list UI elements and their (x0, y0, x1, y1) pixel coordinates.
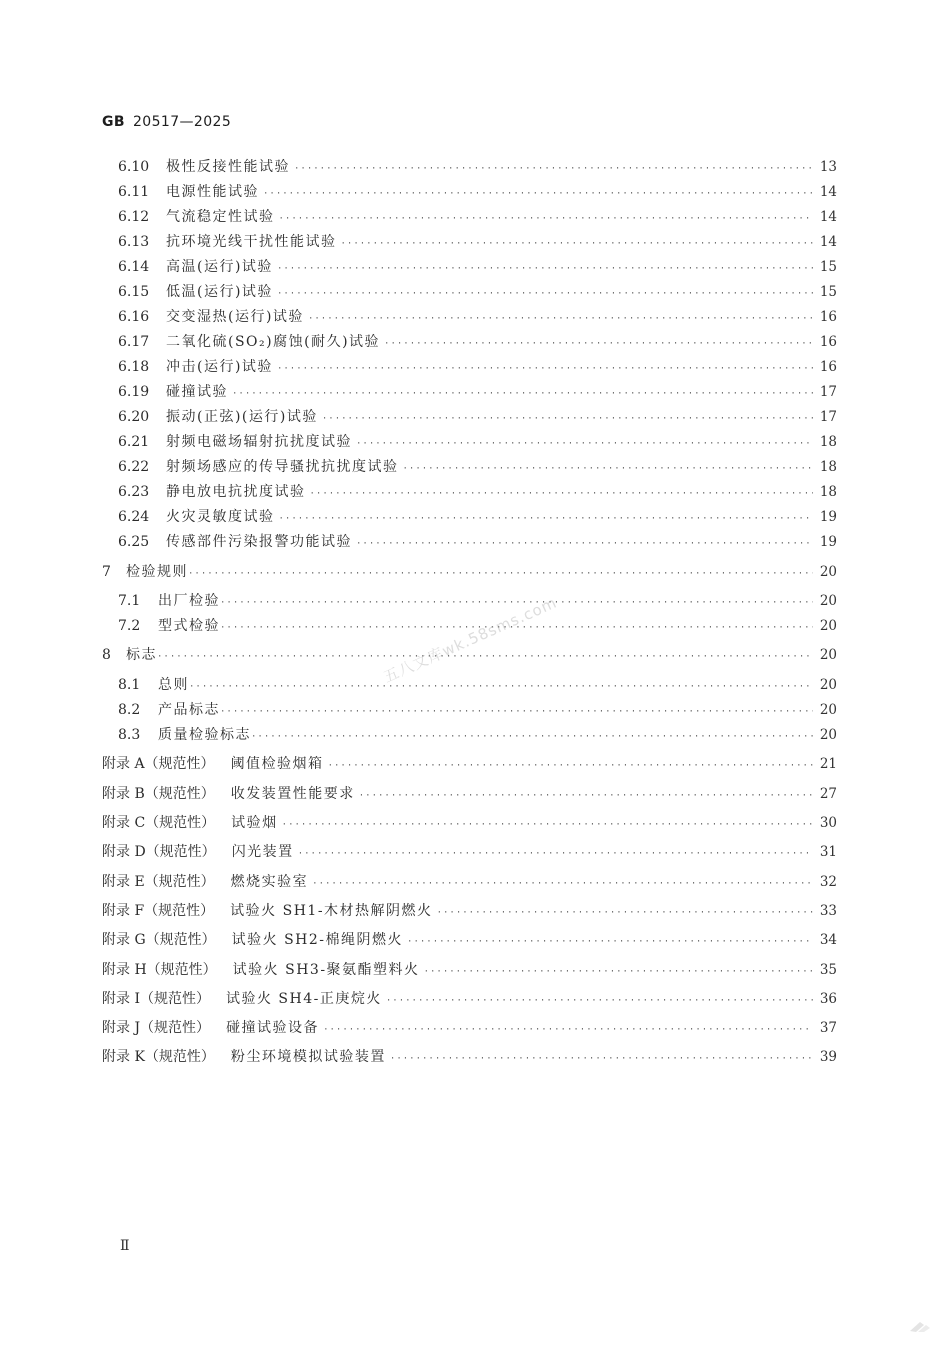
toc-leader (282, 815, 813, 835)
toc-number: 附录 I（规范性） (102, 991, 210, 1007)
toc-number: 6.11 (118, 184, 150, 200)
toc-leader (263, 184, 813, 204)
toc-title: 射频场感应的传导骚扰抗扰度试验 (166, 459, 399, 475)
toc-page: 17 (819, 409, 837, 425)
toc-number: 6.22 (118, 459, 150, 475)
toc-entry-6-14[interactable] (118, 257, 837, 277)
toc-title: 试验火 SH4-正庚烷火 (225, 991, 382, 1007)
toc-page: 18 (819, 434, 837, 450)
toc-entry-appendix-a[interactable] (102, 754, 837, 774)
toc-page: 16 (819, 309, 837, 325)
corner-logo-icon (908, 1319, 932, 1333)
toc-number: 8.3 (118, 727, 141, 743)
toc-entry-8-2[interactable] (118, 700, 837, 720)
toc-page: 19 (819, 509, 837, 525)
toc-entry-6-22[interactable] (118, 457, 837, 477)
toc-number: 6.21 (118, 434, 150, 450)
toc-entry-appendix-h[interactable] (102, 960, 837, 980)
toc-title: 检验规则 (126, 564, 188, 580)
toc-leader (277, 359, 813, 379)
toc-title: 振动(正弦)(运行)试验 (166, 409, 318, 425)
toc-title: 燃烧实验室 (230, 874, 309, 890)
toc-leader (277, 259, 813, 279)
toc-leader (294, 159, 813, 179)
toc-leader (279, 509, 814, 529)
toc-entry-6-13[interactable] (118, 232, 837, 252)
toc-leader (328, 756, 813, 776)
toc-title: 产品标志 (158, 702, 220, 718)
toc-entry-6-18[interactable] (118, 357, 837, 377)
toc-title: 收发装置性能要求 (230, 786, 355, 802)
toc-leader (220, 702, 813, 722)
toc-title: 碰撞试验设备 (226, 1020, 320, 1036)
toc-title: 冲击(运行)试验 (166, 359, 273, 375)
toc-entry-appendix-g[interactable] (102, 930, 837, 950)
toc-page: 15 (819, 284, 837, 300)
toc-page: 20 (819, 564, 837, 580)
toc-number: 6.19 (118, 384, 150, 400)
toc-number: 8.2 (118, 702, 141, 718)
toc-number: 6.14 (118, 259, 150, 275)
toc-entry-6-16[interactable] (118, 307, 837, 327)
toc-title: 标志 (126, 647, 157, 663)
toc-number: 7.1 (118, 593, 141, 609)
toc-number: 6.18 (118, 359, 150, 375)
toc-number: 附录 K（规范性） (102, 1049, 215, 1065)
toc-page: 35 (819, 962, 837, 978)
toc-leader (298, 844, 813, 864)
toc-leader (308, 309, 813, 329)
toc-number: 附录 C（规范性） (102, 815, 216, 831)
toc-page: 37 (819, 1020, 837, 1036)
toc-title: 试验火 SH1-木材热解阴燃火 (230, 903, 433, 919)
toc-title: 静电放电抗扰度试验 (166, 484, 306, 500)
toc-entry-appendix-f[interactable] (102, 901, 837, 921)
toc-page: 39 (819, 1049, 837, 1065)
toc-number: 附录 F（规范性） (102, 903, 215, 919)
toc-page: 20 (819, 702, 837, 718)
toc-page: 33 (819, 903, 837, 919)
toc-page: 20 (819, 593, 837, 609)
toc-number: 7.2 (118, 618, 141, 634)
toc-title: 碰撞试验 (166, 384, 228, 400)
toc-page: 34 (819, 932, 837, 948)
toc-title: 低温(运行)试验 (166, 284, 273, 300)
toc-title: 抗环境光线干扰性能试验 (166, 234, 337, 250)
standard-header (102, 114, 231, 130)
toc-leader (437, 903, 813, 923)
toc-entry-appendix-d[interactable] (102, 842, 837, 862)
toc-entry-6-17[interactable] (118, 332, 837, 352)
toc-page: 20 (819, 727, 837, 743)
toc-entry-8-1[interactable] (118, 675, 837, 695)
toc-entry-7[interactable] (102, 562, 837, 582)
standard-prefix: GB (102, 114, 125, 130)
toc-title: 阈值检验烟箱 (230, 756, 324, 772)
toc-number: 6.12 (118, 209, 150, 225)
toc-title: 极性反接性能试验 (166, 159, 290, 175)
toc-page: 14 (819, 234, 837, 250)
toc-entry-7-1[interactable] (118, 591, 837, 611)
toc-title: 气流稳定性试验 (166, 209, 275, 225)
toc-entry-appendix-j[interactable] (102, 1018, 837, 1038)
toc-page: 13 (819, 159, 837, 175)
toc-entry-appendix-c[interactable] (102, 813, 837, 833)
toc-title: 总则 (158, 677, 189, 693)
standard-code: 20517—2025 (132, 114, 232, 130)
toc-leader (277, 284, 813, 304)
toc-page: 17 (819, 384, 837, 400)
toc-number: 6.15 (118, 284, 150, 300)
toc-number: 附录 H（规范性） (102, 962, 217, 978)
toc-page: 31 (819, 844, 837, 860)
toc-page: 21 (819, 756, 837, 772)
toc-page: 16 (819, 334, 837, 350)
toc-number: 7 (102, 564, 111, 580)
toc-page: 15 (819, 259, 837, 275)
toc-leader (407, 932, 813, 952)
toc-title: 闪光装置 (231, 844, 294, 860)
toc-leader (386, 991, 813, 1011)
toc-number: 6.24 (118, 509, 150, 525)
toc-title: 交变湿热(运行)试验 (166, 309, 304, 325)
toc-title: 试验火 SH2-棉绳阴燃火 (231, 932, 404, 948)
toc-leader (384, 334, 813, 354)
toc-leader (188, 564, 813, 584)
toc-entry-appendix-i[interactable] (102, 989, 837, 1009)
toc-entry-appendix-b[interactable] (102, 784, 837, 804)
toc-page: 20 (819, 677, 837, 693)
toc-entry-6-23[interactable] (118, 482, 837, 502)
toc-title: 型式检验 (158, 618, 220, 634)
toc-leader (424, 962, 813, 982)
toc-leader (232, 384, 813, 404)
toc-page: 30 (819, 815, 837, 831)
toc-entry-6-20[interactable] (118, 407, 837, 427)
page-number-footer: Ⅱ (120, 1238, 130, 1254)
toc-entry-6-15[interactable] (118, 282, 837, 302)
toc-number: 6.17 (118, 334, 150, 350)
watermark: 五八文库wk.58sms.com (380, 593, 560, 687)
toc-page: 20 (819, 647, 837, 663)
toc-leader (189, 677, 813, 697)
toc-page: 36 (819, 991, 837, 1007)
toc-number: 附录 E（规范性） (102, 874, 215, 890)
toc-leader (157, 647, 813, 667)
toc-title: 射频电磁场辐射抗扰度试验 (166, 434, 352, 450)
toc-page: 20 (819, 618, 837, 634)
toc-entry-6-24[interactable] (118, 507, 837, 527)
toc-number: 6.10 (118, 159, 150, 175)
toc-number: 8 (102, 647, 111, 663)
toc-entry-appendix-k[interactable] (102, 1047, 837, 1067)
toc-leader (403, 459, 814, 479)
toc-page: 18 (819, 459, 837, 475)
toc-leader (251, 727, 813, 747)
toc-number: 6.23 (118, 484, 150, 500)
toc-number: 6.13 (118, 234, 150, 250)
toc-page: 27 (819, 786, 837, 802)
toc-title: 试验烟 (231, 815, 278, 831)
toc-entry-6-10[interactable] (118, 157, 837, 177)
toc-title: 传感部件污染报警功能试验 (166, 534, 352, 550)
toc-title: 火灾灵敏度试验 (166, 509, 275, 525)
toc-number: 6.20 (118, 409, 150, 425)
toc-entry-8-3[interactable] (118, 725, 837, 745)
toc-number: 附录 B（规范性） (102, 786, 215, 802)
toc-leader (323, 1020, 813, 1040)
toc-entry-6-19[interactable] (118, 382, 837, 402)
toc-title: 二氧化硫(SO₂)腐蚀(耐久)试验 (166, 334, 381, 350)
toc-page: 19 (819, 534, 837, 550)
toc-leader (279, 209, 814, 229)
toc-leader (390, 1049, 813, 1069)
toc-title: 质量检验标志 (158, 727, 251, 743)
toc-title: 高温(运行)试验 (166, 259, 273, 275)
toc-title: 出厂检验 (158, 593, 220, 609)
toc-entry-6-25[interactable] (118, 532, 837, 552)
toc-leader (322, 409, 813, 429)
toc-number: 附录 J（规范性） (102, 1020, 211, 1036)
toc-entry-6-21[interactable] (118, 432, 837, 452)
toc-entry-appendix-e[interactable] (102, 872, 837, 892)
toc-number: 附录 G（规范性） (102, 932, 216, 948)
toc-number: 6.16 (118, 309, 150, 325)
toc-page: 18 (819, 484, 837, 500)
toc-number: 附录 D（规范性） (102, 844, 216, 860)
toc-number: 8.1 (118, 677, 141, 693)
toc-leader (359, 786, 813, 806)
toc-leader (356, 534, 813, 554)
toc-leader (356, 434, 813, 454)
toc-number: 附录 A（规范性） (102, 756, 215, 772)
toc-page: 16 (819, 359, 837, 375)
toc-title: 粉尘环境模拟试验装置 (230, 1049, 386, 1065)
toc-page: 32 (819, 874, 837, 890)
toc-leader (312, 874, 813, 894)
toc-page: 14 (819, 209, 837, 225)
toc-leader (341, 234, 814, 254)
toc-leader (310, 484, 814, 504)
toc-entry-6-12[interactable] (118, 207, 837, 227)
toc-page: 14 (819, 184, 837, 200)
toc-entry-6-11[interactable] (118, 182, 837, 202)
toc-number: 6.25 (118, 534, 150, 550)
toc-title: 试验火 SH3-聚氨酯塑料火 (232, 962, 420, 978)
toc-title: 电源性能试验 (166, 184, 259, 200)
